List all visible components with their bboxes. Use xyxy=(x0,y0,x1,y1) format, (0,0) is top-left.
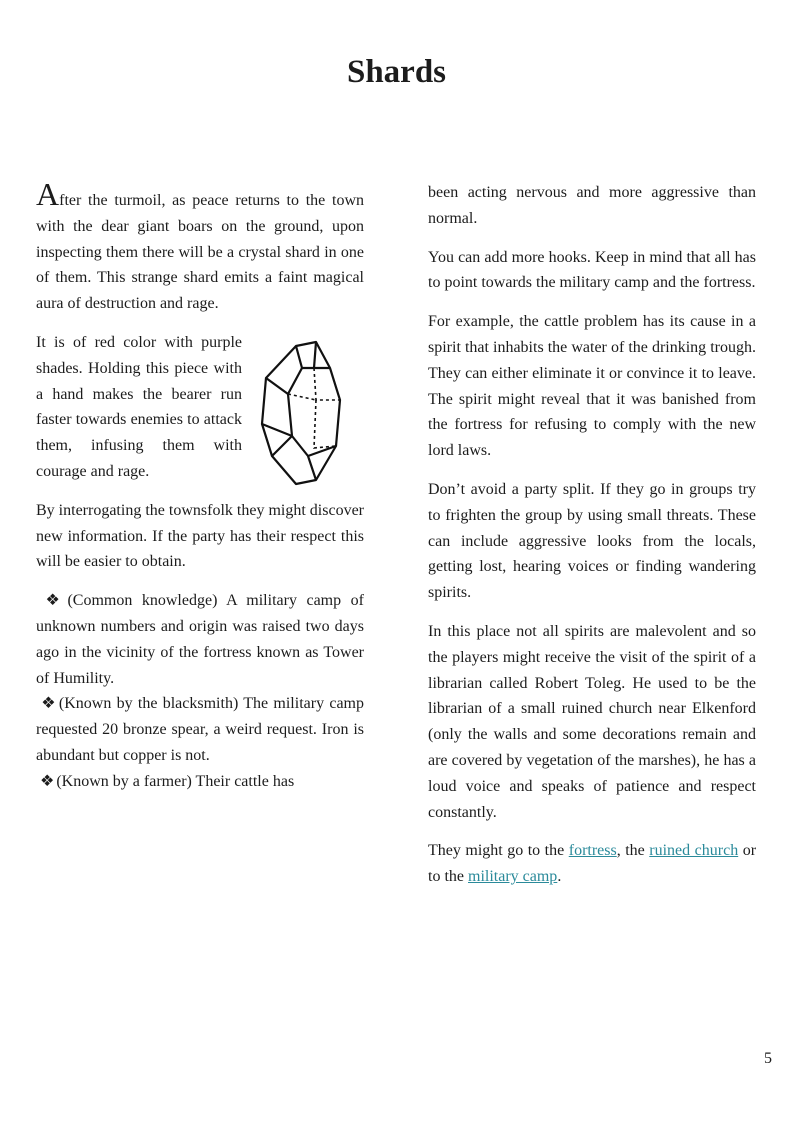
left-column xyxy=(36,178,364,808)
military-camp-link[interactable]: military camp xyxy=(468,868,558,886)
fortress-link[interactable]: fortress xyxy=(568,842,617,860)
continuation-paragraph: been acting nervous and more aggressive than normal. xyxy=(428,184,756,227)
interrogation-paragraph: By interrogating the townsfolk they might discover new information. If the party has their respect this will be easier to obtain. xyxy=(36,501,364,571)
diamond-bullet-icon: ❖ xyxy=(41,695,57,713)
page-number: 5 xyxy=(764,1050,772,1067)
right-column xyxy=(428,180,756,903)
diamond-bullet-icon: ❖ xyxy=(45,592,66,610)
list-item: ❖ (Known by the blacksmith) The military camp requested 20 bronze spear, a weird request. Iron is abundant but copper is not. xyxy=(36,695,364,764)
spirits-paragraph: In this place not all spirits are malevolent and so the players might receive the visit of the spirit of a librarian called Robert Toleg. He used to be the librarian of a small ruined church near Elkenford (only the walls and some decorations remain and are covered by vegetation of the marshes), he has a loud voice and speaks of patience and respect constantly. xyxy=(428,622,756,821)
intro-paragraph: After the turmoil, as peace returns to the town with the dear giant boars on the ground, upon inspecting them there will be a crystal shard in one of them. This strange shard emits a faint magical aura of destruction and rage. xyxy=(36,176,364,313)
example-paragraph: For example, the cattle problem has its cause in a spirit that inhabits the water of the drinking trough. They can either eliminate it or convince it to leave. The spirit might reveal that it was banished from the fortress for refusing to comply with the new lord laws. xyxy=(428,313,756,460)
diamond-bullet-icon: ❖ xyxy=(40,772,55,790)
hooks-paragraph: You can add more hooks. Keep in mind that all has to point towards the military camp and the fortress. xyxy=(428,248,756,292)
drop-cap: A xyxy=(36,176,60,212)
list-item: ❖ (Known by a farmer) Their cattle has xyxy=(40,772,295,790)
page-title: Shards xyxy=(346,54,447,90)
list-item: ❖ (Common knowledge) A military camp of unknown numbers and origin was raised two days ago in the vicinity of the fortress known as Tower of Humility. xyxy=(36,592,365,687)
crystal-shard-illustration xyxy=(258,338,358,488)
destinations-paragraph: They might go to the fortress, the ruined church or to the military camp. xyxy=(428,842,757,886)
ruined-church-link[interactable]: ruined church xyxy=(649,842,739,860)
crystal-description: It is of red color with purple shades. Holding this piece with a hand makes the bearer run faster towards enemies to attack them, infusing them with courage and rage. xyxy=(36,333,242,480)
rumor-list xyxy=(36,588,364,794)
party-split-paragraph: Don’t avoid a party split. If they go in groups try to frighten the group by using small threats. These can include aggressive looks from the locals, getting lost, hearing voices or finding wandering spirits. xyxy=(428,480,756,602)
crystal-section xyxy=(36,330,364,485)
